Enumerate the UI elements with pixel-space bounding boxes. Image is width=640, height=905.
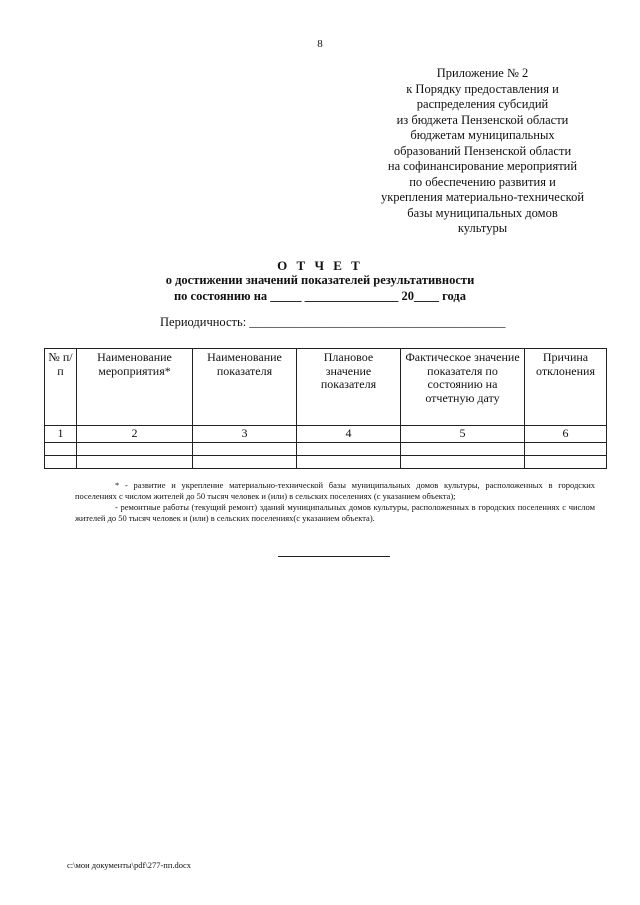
- table-row: [45, 455, 607, 468]
- report-table: [44, 348, 607, 469]
- appendix-line: к Порядку предоставления и: [406, 81, 559, 96]
- appendix-line: на софинансирование мероприятий: [387, 159, 578, 173]
- appendix-line: распределения субсидий: [416, 97, 549, 111]
- appendix-line: укрепления материально-технической: [380, 190, 585, 204]
- table-cell: [45, 455, 77, 468]
- appendix-line: по обеспечению развития и: [409, 174, 556, 189]
- table-cell: [297, 455, 401, 468]
- footer-file-path: c:\мои документы\pdf\277-пп.docx: [67, 860, 192, 870]
- appendix-line: образований Пензенской области: [393, 143, 572, 158]
- column-number-cell: 2: [77, 426, 193, 443]
- header-cell: Причина отклонения: [525, 349, 607, 426]
- table-row: [45, 442, 607, 455]
- header-cell: Фактическое значение показателя по состоянию на отчетную дату: [401, 349, 525, 426]
- appendix-line: бюджетам муниципальных: [410, 128, 555, 142]
- report-subtitle: [0, 272, 640, 304]
- appendix-line: Приложение № 2: [436, 66, 529, 80]
- footnote-2: - ремонтные работы (текущий ремонт) зданий муниципальных домов культуры, расположенных в городских поселениях с числом жителей до 50 тысяч человек и (или) в сельских поселениях(с указанием объекта).: [75, 502, 595, 523]
- footnote-1: * - развитие и укрепление материально-технической базы муниципальных домов культуры, расположенных в городских поселениях с числом жителей до 50 тысяч человек и (или) в сельских поселениях (с указанием объекта);: [75, 480, 595, 501]
- appendix-block: [365, 66, 600, 237]
- column-number-cell: 1: [45, 426, 77, 443]
- column-number-cell: 3: [193, 426, 297, 443]
- signature-line: [278, 556, 390, 557]
- table-cell: [193, 455, 297, 468]
- table-header-row: [45, 349, 607, 426]
- column-number-cell: 6: [525, 426, 607, 443]
- table-cell: [297, 442, 401, 455]
- appendix-line: культуры: [457, 221, 508, 235]
- table-cell: [77, 455, 193, 468]
- header-cell: Плановое значение показателя: [297, 349, 401, 426]
- table-cell: [401, 455, 525, 468]
- footnotes: [75, 480, 595, 524]
- header-cell: Наименование показателя: [193, 349, 297, 426]
- subtitle-line-2: по состоянию на _____ _______________ 20____ года: [173, 289, 467, 303]
- appendix-line: базы муниципальных домов: [407, 205, 558, 220]
- appendix-line: из бюджета Пензенской области: [396, 112, 569, 127]
- table-cell: [77, 442, 193, 455]
- periodicity-field: Периодичность: _________________________________________: [160, 315, 506, 329]
- table-cell: [401, 442, 525, 455]
- column-number-cell: 5: [401, 426, 525, 443]
- table-row: [45, 426, 607, 443]
- header-cell: № п/п: [45, 349, 77, 426]
- table-cell: [193, 442, 297, 455]
- report-title: О Т Ч Е Т: [277, 258, 363, 273]
- table-cell: [525, 442, 607, 455]
- page-number: 8: [317, 38, 323, 50]
- header-cell: Наименование мероприятия*: [77, 349, 193, 426]
- table-cell: [45, 442, 77, 455]
- subtitle-line-1: о достижении значений показателей результативности: [165, 273, 475, 287]
- column-number-cell: 4: [297, 426, 401, 443]
- table-cell: [525, 455, 607, 468]
